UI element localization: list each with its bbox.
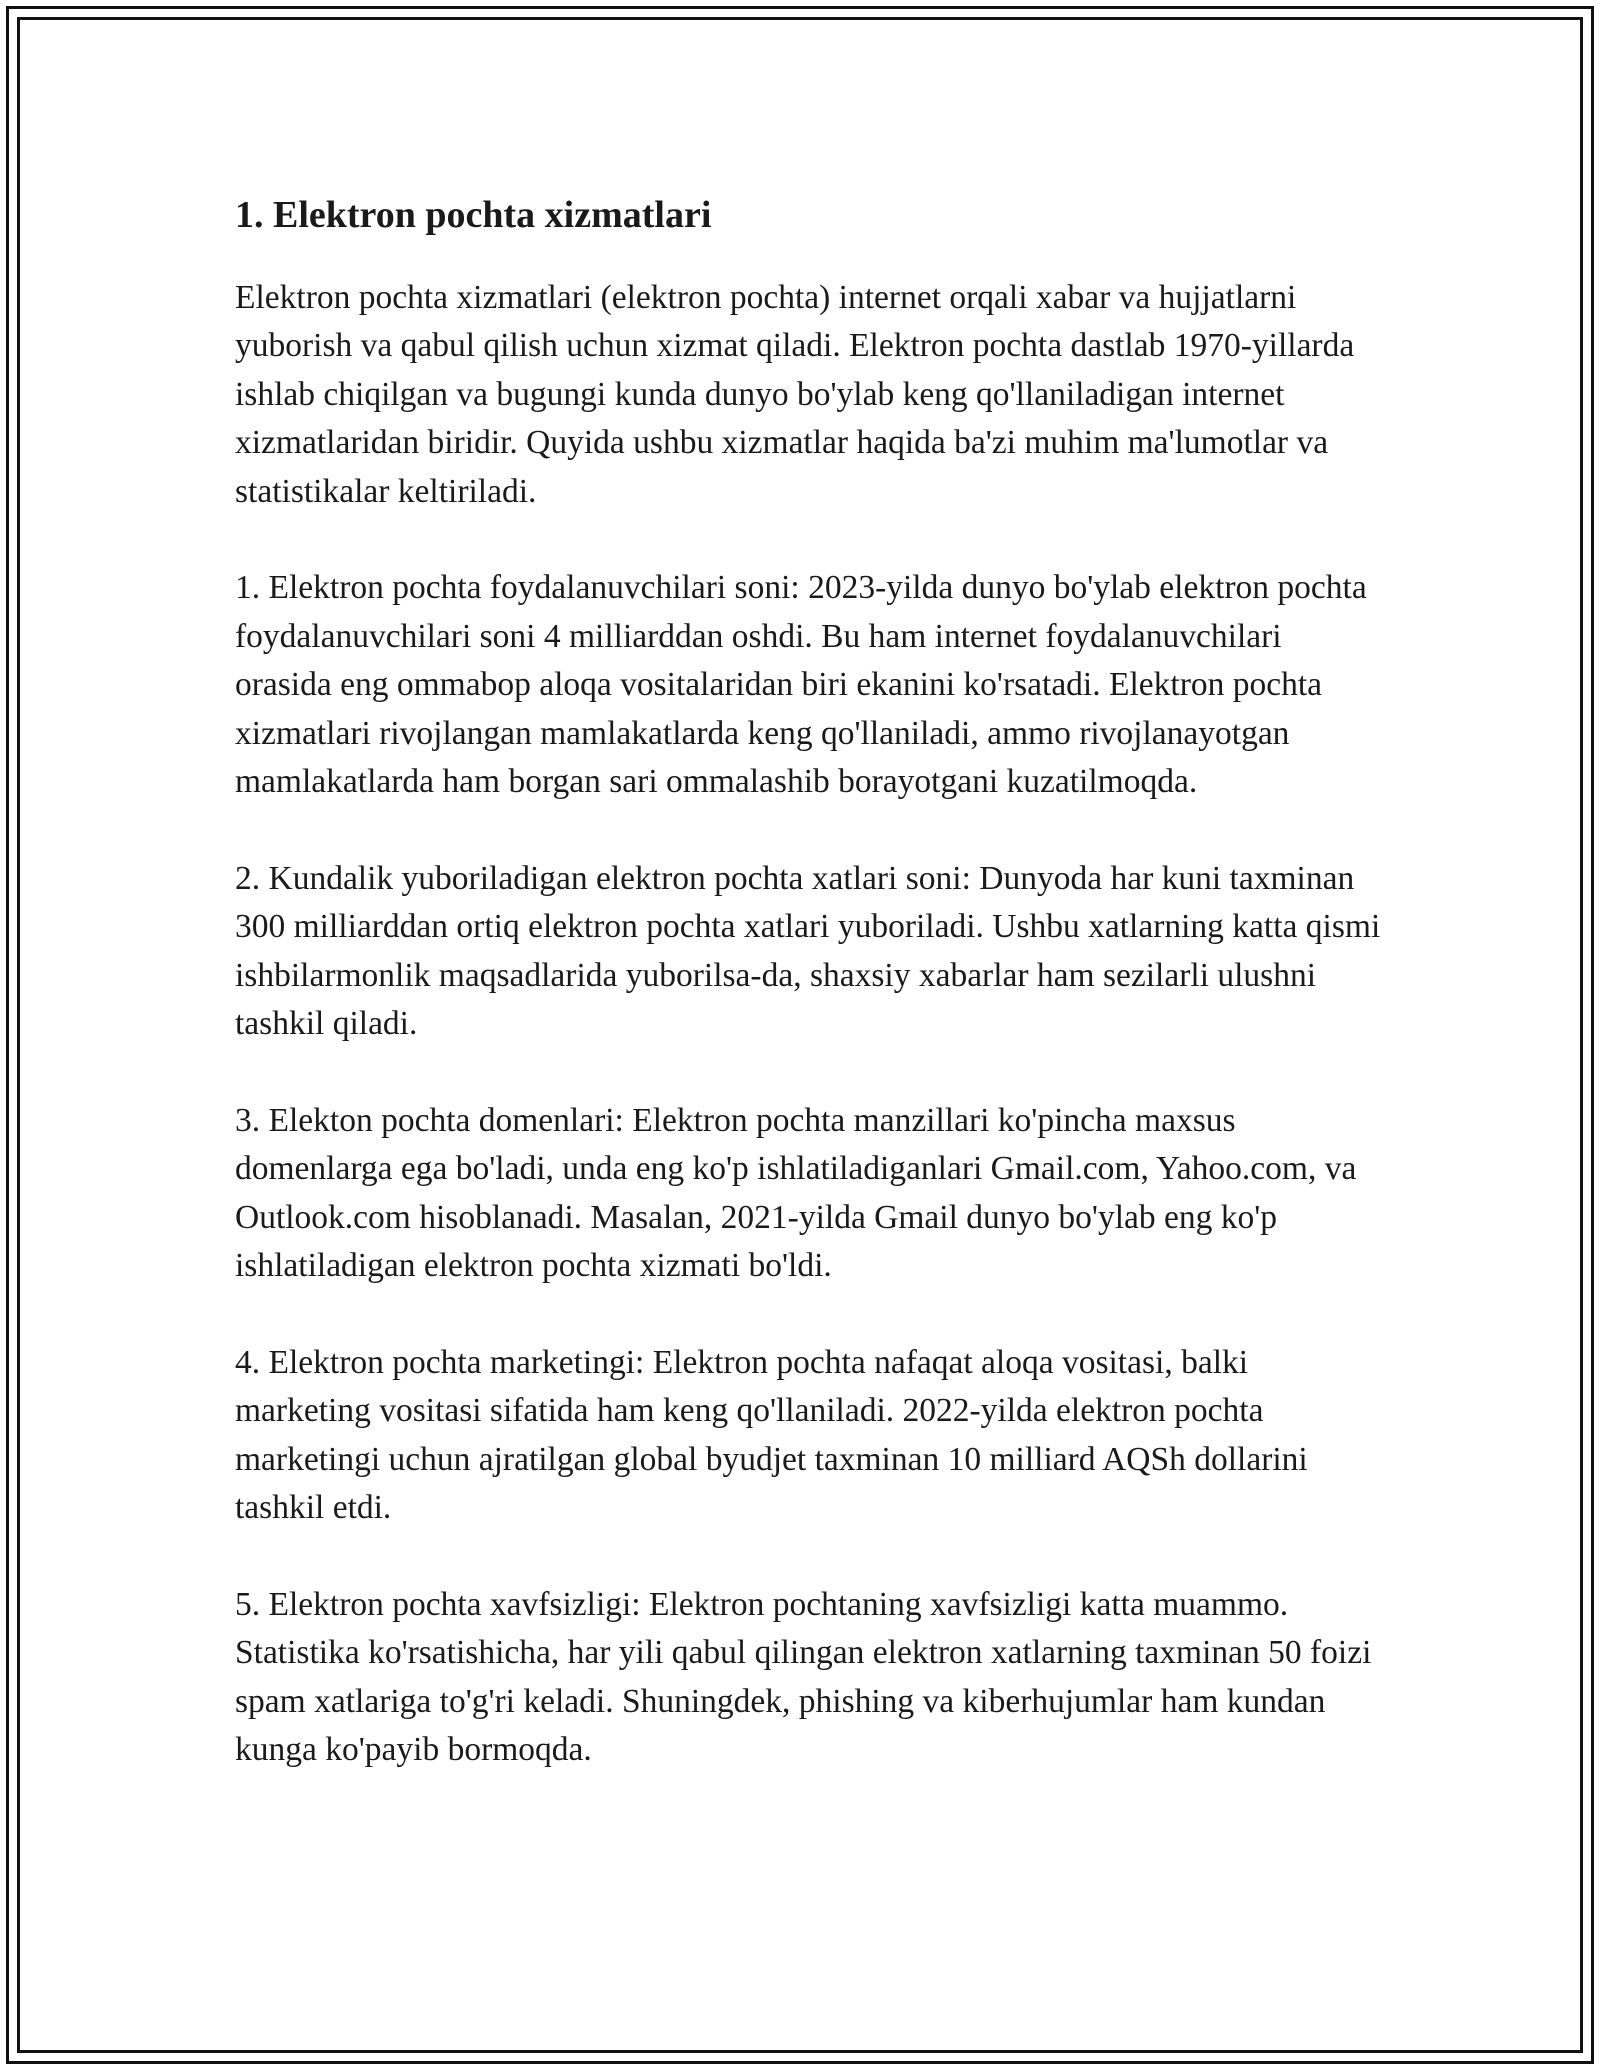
document-body [235, 186, 1385, 1823]
paragraph-security: 5. Elektron pochta xavfsizligi: Elektron pochtaning xavfsizligi katta muammo. Statistika ko'rsatishicha, har yili qabul qilingan elektron xatlarning taxminan 50 foizi spam xatlariga to'g'ri keladi. Shuningdek, phishing va kiberhujumlar ham kundan kunga ko'payib bormoqda. [235, 1585, 1372, 1769]
paragraph-domains: 3. Elekton pochta domenlari: Elektron pochta manzillari ko'pincha maxsus domenlarga ega bo'ladi, unda eng ko'p ishlatiladiganlari Gmail.com, Yahoo.com, va Outlook.com hisoblanadi. Masalan, 2021-yilda Gmail dunyo bo'ylab eng ko'p ishlatiladigan elektron pochta xizmati bo'ldi. [235, 1101, 1357, 1285]
intro-paragraph: Elektron pochta xizmatlari (elektron pochta) internet orqali xabar va hujjatlarni yuborish va qabul qilish uchun xizmat qiladi. Elektron pochta dastlab 1970-yillarda ishlab chiqilgan va bugungi kunda dunyo bo'ylab keng qo'llaniladigan internet xizmatlaridan biridir. Quyida ushbu xizmatlar haqida ba'zi muhim ma'lumotlar va statistikalar keltiriladi. [235, 279, 1355, 510]
paragraph-daily-emails: 2. Kundalik yuboriladigan elektron pochta xatlari soni: Dunyoda har kuni taxminan 300 milliarddan ortiq elektron pochta xatlari yuboriladi. Ushbu xatlarning katta qismi ishbilarmonlik maqsadlarida yuborilsa-da, shaxsiy xabarlar ham sezilarli ulushni tashkil qiladi. [235, 859, 1381, 1043]
document-title: 1. Elektron pochta xizmatlari [235, 194, 712, 236]
paragraph-marketing: 4. Elektron pochta marketingi: Elektron pochta nafaqat aloqa vositasi, balki marketing vositasi sifatida ham keng qo'llaniladi. 2022-yilda elektron pochta marketingi uchun ajratilgan global byudjet taxminan 10 milliard AQSh dollarini tashkil etdi. [235, 1343, 1308, 1527]
paragraph-users-count: 1. Elektron pochta foydalanuvchilari soni: 2023-yilda dunyo bo'ylab elektron pochta foydalanuvchilari soni 4 milliarddan oshdi. Bu ham internet foydalanuvchilari orasida eng ommabop aloqa vositalaridan biri ekanini ko'rsatadi. Elektron pochta xizmatlari rivojlangan mamlakatlarda keng qo'llaniladi, ammo rivojlanayotgan mamlakatlarda ham borgan sari ommalashib borayotgani kuzatilmoqda. [235, 569, 1367, 801]
